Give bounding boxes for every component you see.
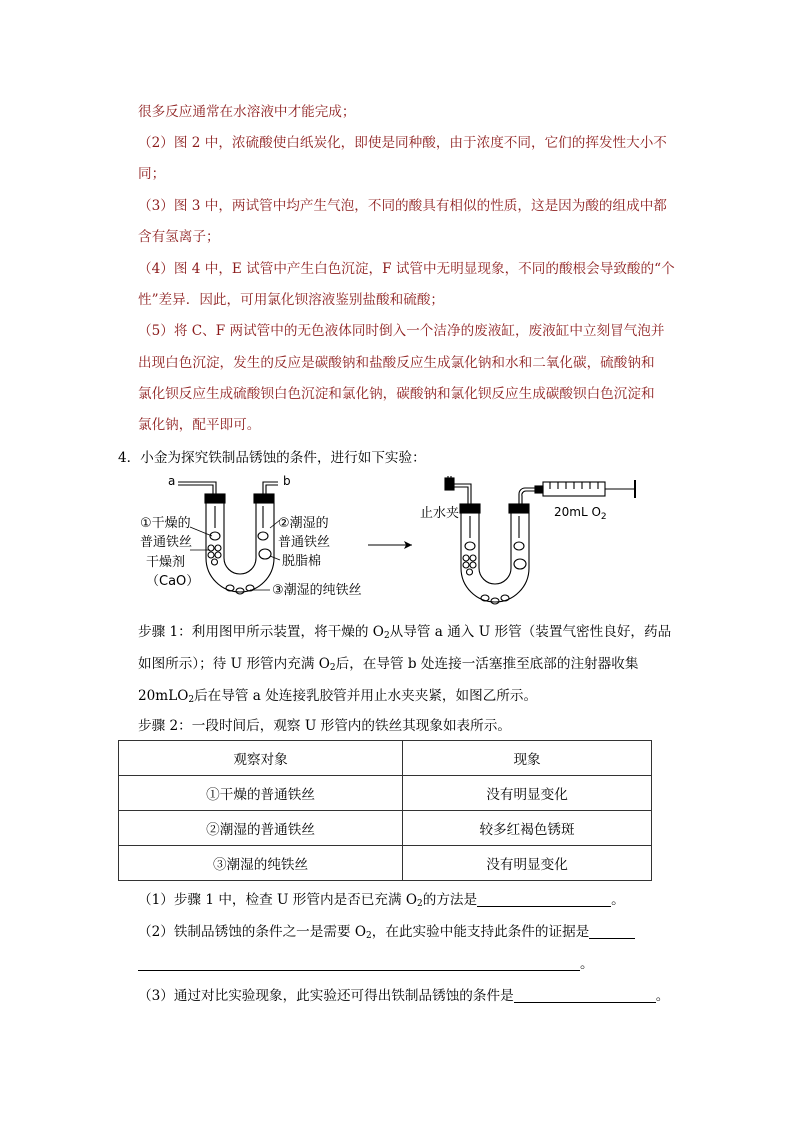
table-header: 现象	[403, 741, 652, 776]
question-1: （1）步骤 1 中，检查 U 形管内是否已充满 $O_2$的方法是 。	[138, 892, 625, 909]
label-wet-wire: ②潮湿的	[278, 516, 329, 531]
answer-line: （2）图 2 中，浓硫酸使白纸炭化，即使是同种酸，由于浓度不同，它们的挥发性大小不	[138, 135, 667, 151]
table-cell: ③潮湿的纯铁丝	[119, 846, 403, 881]
table-cell: 较多红褐色锈斑	[403, 811, 652, 846]
table-cell: 没有明显变化	[403, 776, 652, 811]
label-desiccant: （CaO）	[146, 574, 200, 589]
label-syringe: 20mL $O_2$	[554, 505, 607, 522]
answer-line: 含有氢离子；	[138, 229, 220, 245]
syringe-icon	[535, 480, 635, 498]
answer-line: 同；	[138, 166, 166, 182]
answer-line: 氯化钠，配平即可。	[138, 417, 261, 433]
apparatus-figure	[130, 470, 650, 610]
question-2: （2）铁制品锈蚀的条件之一是需要 $O_2$，在此实验中能支持此条件的证据是	[138, 922, 635, 942]
label-clamp: 止水夹	[420, 506, 460, 521]
label-b: b	[283, 474, 291, 488]
answer-line: （4）图 4 中，E 试管中产生白色沉淀，F 试管中无明显现象，不同的酸根会导致酸的“个	[138, 261, 675, 277]
table-row	[119, 811, 652, 846]
answer-line: 性”差异．因此，可用氯化钡溶液鉴别盐酸和硫酸；	[138, 292, 445, 308]
table-row	[119, 846, 652, 881]
answer-blank[interactable]	[138, 956, 580, 971]
answer-line: （5）将 C、F 两试管中的无色液体同时倒入一个洁净的废液缸，废液缸中立刻冒气泡并	[138, 323, 665, 339]
label-wet-wire: 普通铁丝	[278, 535, 331, 550]
u-tube-apparatus-b	[445, 476, 535, 604]
question-title: 4．小金为探究铁制品锈蚀的条件，进行如下实验：	[118, 450, 426, 466]
step1-line: 如图所示）；待 U 形管内充满 $O_2$后，在导管 b 处连接一活塞推至底部的注射器收集	[138, 656, 639, 673]
step1-line: 20mLO$_2$后在导管 a 处连接乳胶管并用止水夹夹紧，如图乙所示。	[138, 688, 538, 705]
table-header: 观察对象	[119, 741, 403, 776]
answer-line: 出现白色沉淀，发生的反应是碳酸钠和盐酸反应生成氯化钠和水和二氧化碳，硫酸钠和	[138, 355, 655, 371]
table-cell: ①干燥的普通铁丝	[119, 776, 403, 811]
label-cotton: 脱脂棉	[282, 554, 322, 569]
arrow-icon	[368, 541, 412, 549]
answer-line: 很多反应通常在水溶液中才能完成；	[138, 104, 356, 120]
label-dry-wire: 普通铁丝	[140, 535, 193, 550]
answer-blank[interactable]	[477, 892, 611, 907]
label-a: a	[168, 474, 176, 488]
table-header-row	[119, 741, 652, 776]
step1-line: 步骤 1：利用图甲所示装置，将干燥的 $O_2$从导管 a 通入 U 形管（装置气密性良好，药品	[138, 624, 672, 641]
answer-blank[interactable]	[589, 924, 635, 939]
answer-line: 氯化钡反应生成硫酸钡白色沉淀和氯化钠，碳酸钠和氯化钡反应生成碳酸钡白色沉淀和	[138, 386, 655, 402]
observation-table	[118, 740, 652, 881]
step2-line: 步骤 2：一段时间后，观察 U 形管内的铁丝其现象如表所示。	[138, 718, 511, 734]
table-cell: 没有明显变化	[403, 846, 652, 881]
table-cell: ②潮湿的普通铁丝	[119, 811, 403, 846]
label-desiccant: 干燥剂	[146, 555, 186, 570]
label-pure-wire: ③潮湿的纯铁丝	[272, 583, 362, 598]
answer-blank[interactable]	[514, 988, 656, 1003]
table-row	[119, 776, 652, 811]
question-2-continued: 。	[138, 954, 594, 974]
label-dry-wire: ①干燥的	[140, 516, 191, 531]
answer-line: （3）图 3 中，两试管中均产生气泡，不同的酸具有相似的性质，这是因为酸的组成中都	[138, 198, 667, 214]
question-3: （3）通过对比实验现象，此实验还可得出铁制品锈蚀的条件是 。	[138, 988, 670, 1004]
